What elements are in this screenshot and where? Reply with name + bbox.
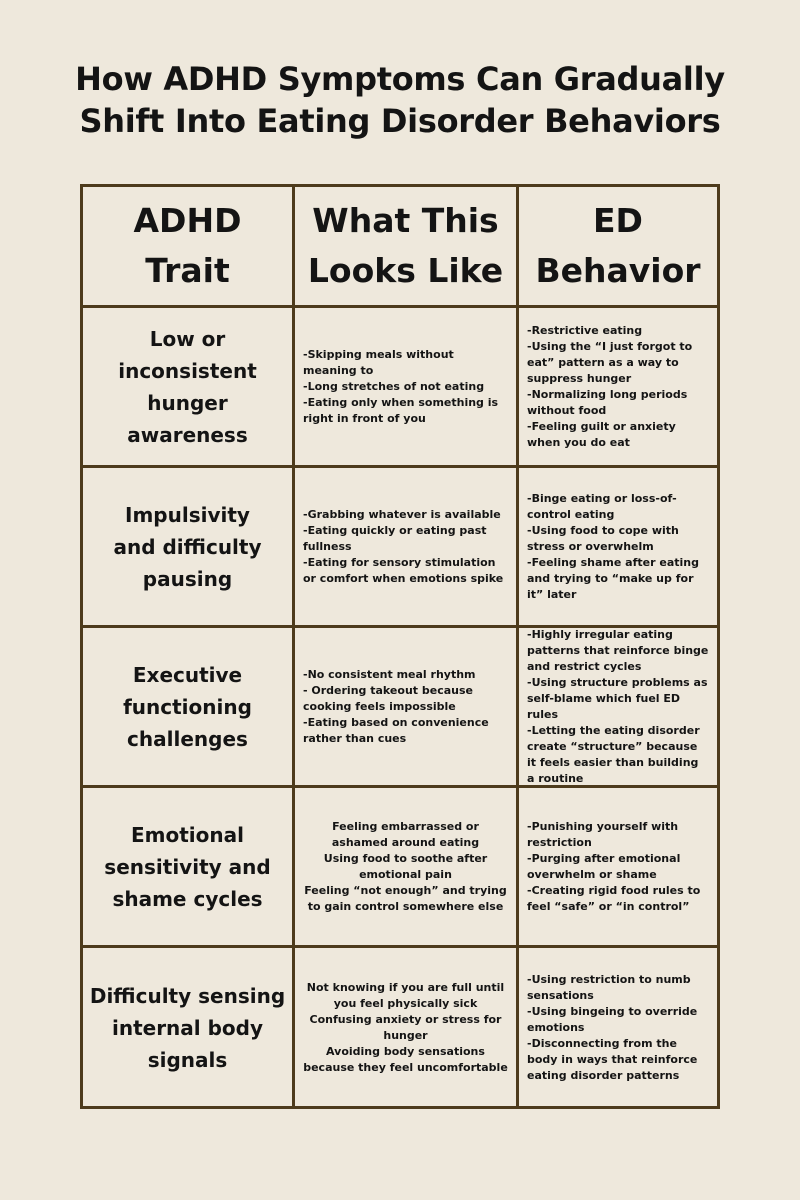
ed-behavior-cell (519, 948, 717, 1108)
header-adhd-trait (83, 187, 295, 308)
trait-line: Executive (132, 662, 243, 687)
looks-like-item: -Eating quickly or eating past fullness (303, 523, 487, 553)
trait-line: functioning (123, 694, 252, 719)
looks-like-item: -Eating based on convenience rather than cues (303, 715, 489, 745)
trait-cell (83, 788, 295, 948)
comparison-table (80, 184, 720, 1109)
trait-cell (83, 628, 295, 788)
ed-behavior-item: -Highly irregular eating patterns that reinforce binge and restrict cycles (527, 628, 709, 673)
looks-like-item: -Eating only when something is right in front of you (303, 395, 499, 425)
looks-like-item: -No consistent meal rhythm (303, 667, 476, 681)
ed-behavior-item: -Using food to cope with stress or overwhelm (527, 523, 679, 553)
trait-line: shame cycles (112, 886, 263, 911)
header-text: ED (593, 201, 643, 240)
header-text: What This (312, 201, 499, 240)
looks-like-cell (295, 308, 519, 468)
ed-behavior-item: -Punishing yourself with restriction (527, 819, 679, 849)
trait-line: inconsistent (118, 358, 257, 383)
ed-behavior-item: -Using structure problems as self-blame which fuel ED rules (527, 675, 708, 721)
title-line-2: Shift Into Eating Disorder Behaviors (79, 102, 721, 140)
looks-like-cell (295, 468, 519, 628)
header-text: Behavior (535, 251, 701, 290)
ed-behavior-item: -Binge eating or loss-of-control eating (527, 491, 677, 521)
page-title (0, 58, 800, 142)
header-ed-behavior (519, 187, 717, 308)
title-line-1: How ADHD Symptoms Can Gradually (75, 60, 725, 98)
ed-behavior-item: -Using the “I just forgot to eat” pattern as a way to suppress hunger (527, 339, 693, 385)
looks-like-item: Using food to soothe after emotional pain (323, 851, 488, 881)
trait-line: Difficulty sensing (89, 984, 286, 1008)
ed-behavior-cell (519, 788, 717, 948)
ed-behavior-item: -Purging after emotional overwhelm or shame (527, 851, 681, 881)
trait-line: hunger (147, 390, 228, 415)
ed-behavior-item: -Using bingeing to override emotions (527, 1005, 698, 1034)
ed-behavior-item: -Feeling shame after eating and trying to “make up for it” later (527, 555, 699, 601)
looks-like-item: -Long stretches of not eating (303, 379, 485, 393)
looks-like-cell (295, 788, 519, 948)
ed-behavior-cell (519, 308, 717, 468)
ed-behavior-item: -Using restriction to numb sensations (527, 973, 691, 1002)
header-what-this-looks-like (295, 187, 519, 308)
ed-behavior-cell (519, 468, 717, 628)
trait-line: Impulsivity (125, 502, 250, 527)
looks-like-item: Feeling “not enough” and trying to gain control somewhere else (304, 883, 507, 913)
ed-behavior-item: -Restrictive eating (527, 323, 643, 337)
ed-behavior-item: -Creating rigid food rules to feel “safe” or “in control” (527, 883, 701, 913)
trait-line: sensitivity and (104, 854, 271, 879)
ed-behavior-cell (519, 628, 717, 788)
looks-like-cell (295, 948, 519, 1108)
looks-like-cell (295, 628, 519, 788)
ed-behavior-item: -Feeling guilt or anxiety when you do eat (527, 419, 676, 449)
trait-line: signals (147, 1048, 228, 1072)
looks-like-item: Feeling embarrassed or ashamed around eating (331, 819, 480, 849)
trait-line: awareness (127, 422, 248, 447)
ed-behavior-item: -Normalizing long periods without food (527, 387, 688, 417)
header-text: ADHD (133, 201, 242, 240)
trait-line: and difficulty (113, 534, 262, 559)
looks-like-item: -Eating for sensory stimulation or comfort when emotions spike (303, 555, 504, 585)
looks-like-item: -Grabbing whatever is available (303, 507, 501, 521)
trait-line: pausing (142, 566, 233, 591)
trait-line: internal body (111, 1016, 264, 1040)
trait-line: Low or (149, 326, 226, 351)
trait-line: Emotional (130, 822, 244, 847)
trait-cell (83, 308, 295, 468)
ed-behavior-item: -Disconnecting from the body in ways that reinforce eating disorder patterns (527, 1037, 698, 1082)
trait-cell (83, 468, 295, 628)
looks-like-item: Not knowing if you are full until you feel physically sick (306, 981, 505, 1010)
looks-like-item: -Skipping meals without meaning to (303, 347, 454, 377)
looks-like-item: Confusing anxiety or stress for hunger (309, 1013, 502, 1042)
trait-line: challenges (127, 726, 248, 751)
looks-like-item: Avoiding body sensations because they feel uncomfortable (303, 1045, 508, 1074)
ed-behavior-item: -Letting the eating disorder create “structure” because it feels easier than building a routine (527, 723, 700, 785)
header-text: Trait (145, 251, 230, 290)
trait-cell (83, 948, 295, 1108)
header-text: Looks Like (307, 251, 504, 290)
looks-like-item: - Ordering takeout because cooking feels impossible (303, 683, 473, 713)
